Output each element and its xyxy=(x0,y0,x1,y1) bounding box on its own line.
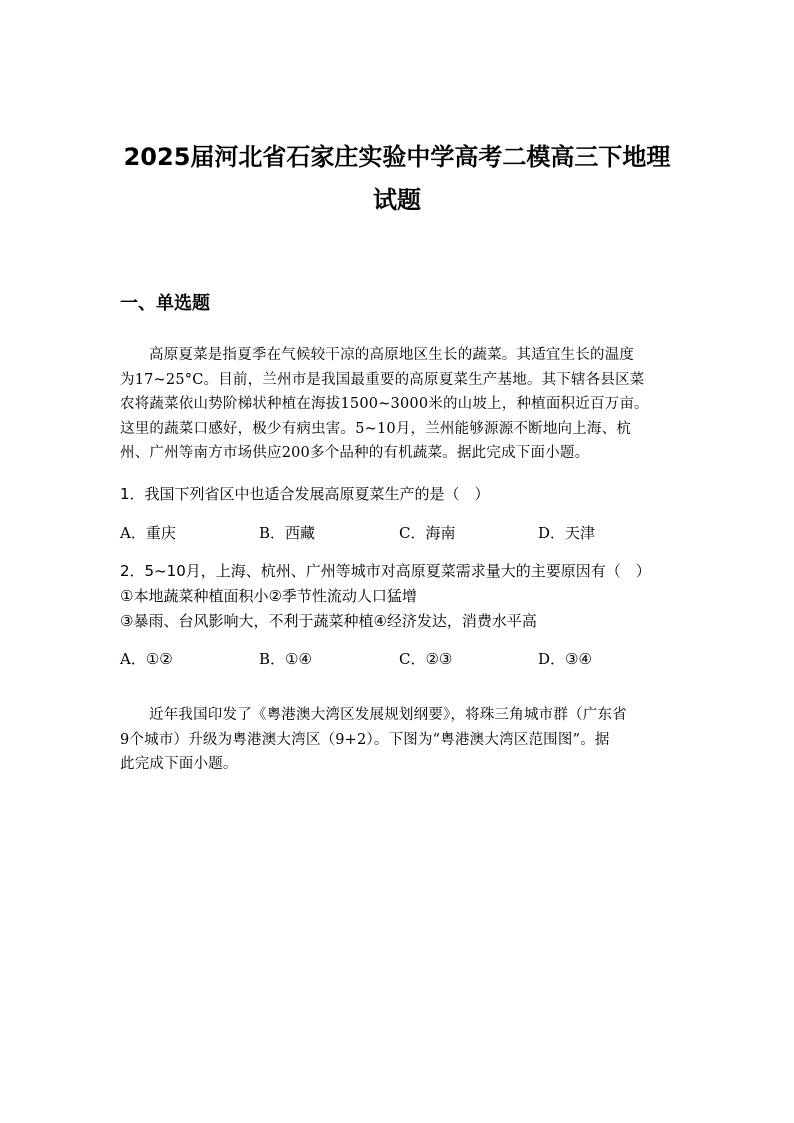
option-text: 西藏 xyxy=(285,524,316,542)
option-letter: C． xyxy=(399,650,426,668)
option-letter: B． xyxy=(259,650,286,668)
question-2-option-a[interactable] xyxy=(120,646,173,672)
passage-line: 9个城市）升级为粤港澳大湾区（9+2）。下图为“粤港澳大湾区范围图”。据 xyxy=(120,731,610,748)
option-letter: D． xyxy=(538,650,566,668)
question-2-stem xyxy=(120,559,690,634)
passage-line: 农将蔬菜依山势阶梯状种植在海拔1500~3000米的山坡上，种植面积近百万亩。 xyxy=(120,396,649,412)
question-1-option-d[interactable] xyxy=(538,520,595,546)
question-stem-line: 1．我国下列省区中也适合发展高原夏菜生产的是（ ） xyxy=(120,485,490,503)
option-text: ②③ xyxy=(425,650,453,668)
question-1-options xyxy=(120,520,690,546)
option-letter: A． xyxy=(120,650,146,668)
question-statement-line: ③暴雨、台风影响大，不利于蔬菜种植④经济发达，消费水平高 xyxy=(120,612,537,630)
option-letter: D． xyxy=(538,524,566,542)
page-title-line-2: 试题 xyxy=(373,186,421,214)
option-text: 海南 xyxy=(425,524,456,542)
question-2-option-c[interactable] xyxy=(399,646,452,672)
reading-passage-plateau-vegetables xyxy=(120,343,686,466)
reading-passage-greater-bay-area xyxy=(120,703,686,777)
option-text: ①④ xyxy=(285,650,312,668)
option-letter: C． xyxy=(399,524,426,542)
question-1-option-b[interactable] xyxy=(259,520,315,546)
question-2-options xyxy=(120,646,690,672)
page-title-line-1: 2025届河北省石家庄实验中学高考二模高三下地理 xyxy=(123,143,671,171)
option-letter: B． xyxy=(259,524,286,542)
passage-line: 为17~25°C。目前，兰州市是我国最重要的高原夏菜生产基地。其下辖各县区菜 xyxy=(120,371,645,388)
question-2-option-d[interactable] xyxy=(538,646,592,672)
option-text: 重庆 xyxy=(145,524,176,542)
question-1-stem xyxy=(120,482,690,507)
question-statement-line: ①本地蔬菜种植面积小②季节性流动人口猛增 xyxy=(120,587,417,605)
passage-line: 州、广州等南方市场供应200多个品种的有机蔬菜。据此完成下面小题。 xyxy=(120,445,590,461)
section-heading-single-choice: 一、单选题 xyxy=(120,293,210,314)
option-text: 天津 xyxy=(565,524,596,542)
option-letter: A． xyxy=(120,524,146,542)
option-text: ①② xyxy=(145,650,173,668)
passage-line: 此完成下面小题。 xyxy=(120,756,238,772)
passage-line: 高原夏菜是指夏季在气候较干凉的高原地区生长的蔬菜。其适宜生长的温度 xyxy=(149,347,635,363)
question-1-option-c[interactable] xyxy=(399,520,456,546)
question-1-option-a[interactable] xyxy=(120,520,176,546)
passage-line: 这里的蔬菜口感好，极少有病虫害。5~10月，兰州能够源源不断地向上海、杭 xyxy=(120,420,632,437)
passage-line: 近年我国印发了《粤港澳大湾区发展规划纲要》，将珠三角城市群（广东省 xyxy=(149,707,627,723)
page-title xyxy=(100,136,694,222)
question-stem-line: 2．5~10月，上海、杭州、广州等城市对高原夏菜需求量大的主要原因有（ ） xyxy=(120,562,651,580)
option-text: ③④ xyxy=(565,650,592,668)
question-2-option-b[interactable] xyxy=(259,646,312,672)
